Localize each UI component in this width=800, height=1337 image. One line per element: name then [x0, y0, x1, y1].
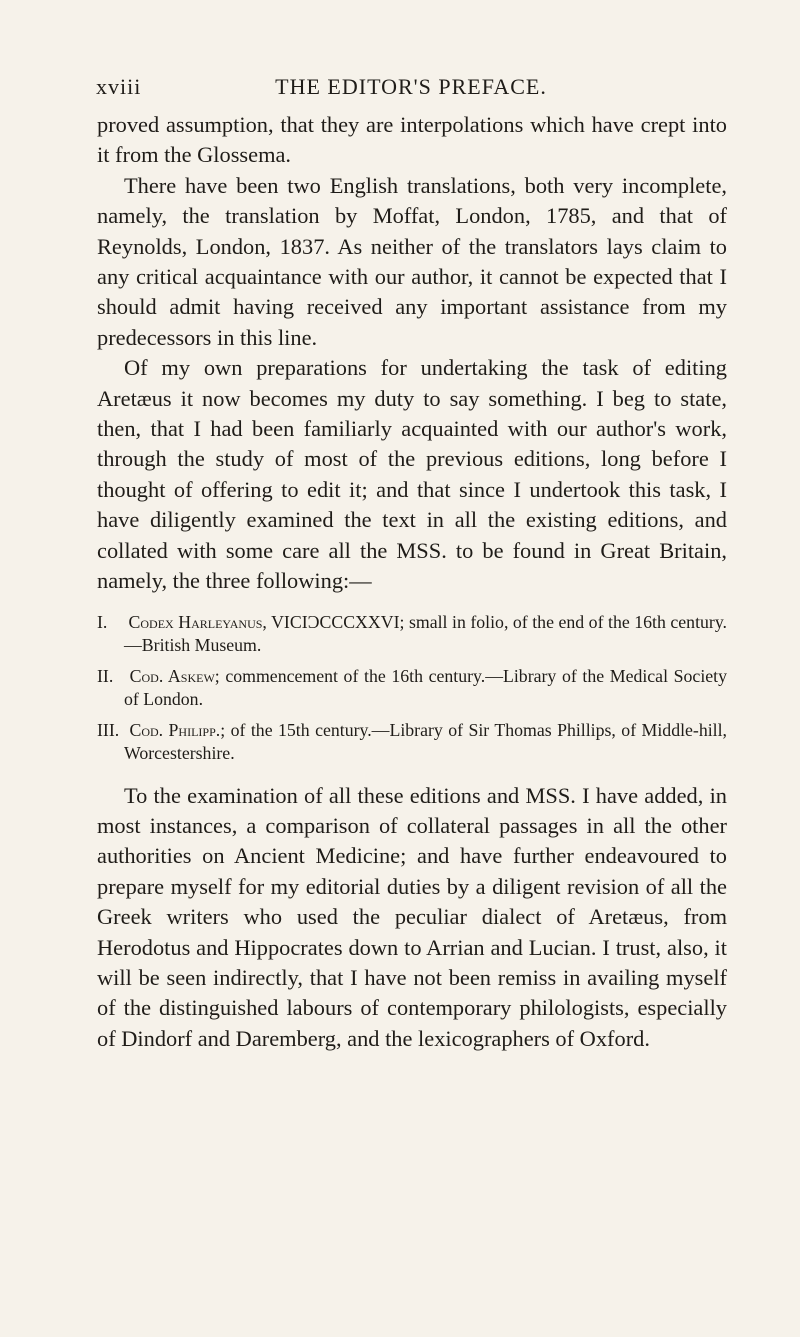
- manuscript-list: [97, 611, 727, 765]
- manuscript-description: of the 15th century.—Library of Sir Thomas Phillips, of Middle-hill, Worcestershire.: [124, 719, 728, 763]
- manuscript-description: commencement of the 16th century.—Library of the Medical Society of London.: [124, 665, 727, 709]
- manuscript-item: [97, 665, 727, 711]
- paragraph-translations: There have been two English translations, both very incomplete, namely, the translation by Moffat, London, 1785, and that of Reynolds, London, 1837. As neither of the translators lays claim to any critical acquaintance with our author, it cannot be expected that I should admit having received any important assistance from my predecessors in this line.: [97, 172, 727, 350]
- body-text: [97, 110, 727, 1054]
- manuscript-number: III.: [97, 719, 120, 740]
- manuscript-number: I.: [97, 611, 108, 632]
- running-title: THE EDITOR'S PREFACE.: [275, 74, 547, 99]
- paragraph-examination: To the examination of all these editions and MSS. I have added, in most instances, a comparison of collateral passages in all the other authorities on Ancient Medicine; and have further endeavoured to prepare myself for my editorial duties by a diligent revision of all the Greek writers who used the peculiar dialect of Aretæus, from Herodotus and Hippocrates down to Arrian and Lucian. I trust, also, it will be seen indirectly, that I have not been remiss in availing myself of the distinguished labours of contemporary philologists, especially of Dindorf and Daremberg, and the lexicographers of Oxford.: [97, 782, 727, 1051]
- page-number: xviii: [96, 74, 142, 99]
- manuscript-item: [97, 719, 727, 765]
- manuscript-name: Cod. Philipp.;: [129, 719, 226, 740]
- paragraph-preparations: Of my own preparations for undertaking the task of editing Aretæus it now becomes my duty to say something. I beg to state, then, that I had been familiarly acquainted with our author's work, through the study of most of the previous editions, long before I thought of offering to edit it; and that since I undertook this task, I have diligently examined the text in all the existing editions, and collated with some care all the MSS. to be found in Great Britain, namely, the three following:—: [97, 355, 727, 594]
- manuscript-name: Cod. Askew;: [129, 665, 220, 686]
- paragraph-continuation: proved assumption, that they are interpolations which have crept into it from the Glossema.: [97, 112, 727, 168]
- manuscript-item: [97, 611, 727, 657]
- manuscript-description: VICIƆCCCXXVI; small in folio, of the end of the 16th century.—British Museum.: [124, 611, 728, 655]
- running-head: [96, 74, 726, 104]
- manuscript-name: Codex Harleyanus,: [128, 611, 267, 632]
- manuscript-number: II.: [97, 665, 114, 686]
